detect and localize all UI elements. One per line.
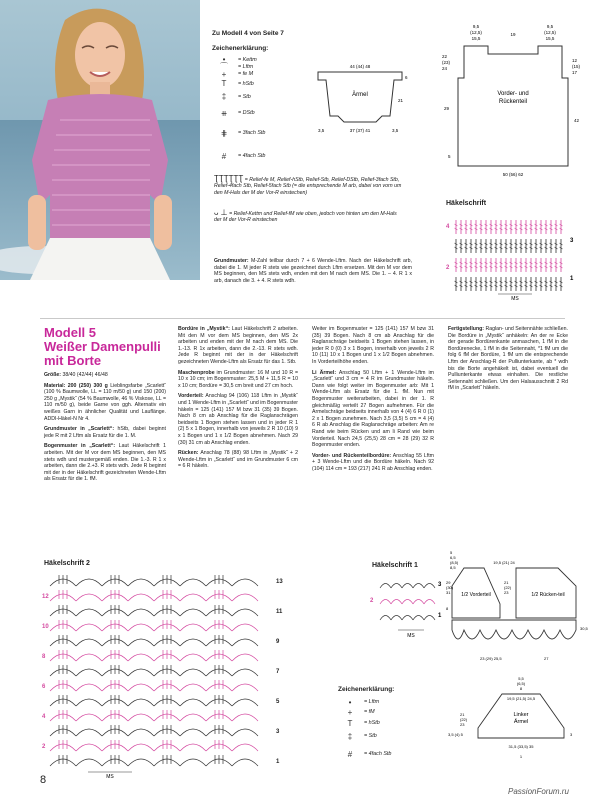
- paragraph: Weiter im Bogenmuster = 125 (141) 157 M bzw 31 (35) 39 Bogen. Nach 8 cm ab Anschlag für die Raglanschräge beidseits 1 Bogen stehen lassen, in jeder R 0 (0) 3 x 1 Bogen, innerhalb von jeweils 2 R 10 (11) 10 x 1 Bogen und 1 x 1/2 Bogen abnehmen. In Vorderteilhöhe enden.: [312, 326, 434, 365]
- legend-row: • = Kettm: [214, 56, 265, 63]
- chain-arc: [232, 579, 258, 586]
- page-number: 8: [40, 774, 47, 786]
- body-dim: 22: [442, 54, 448, 59]
- paragraph: Li Ärmel: Anschlag 50 Lftm + 1 Wende-Lftm im „Scarlett“ und 3 cm = 4 R im Grundmuster häkeln. Dann wie folgt weiter im Bogenmuster arb: Mit 1 Wende-Lftm als Ersatz für die 1. fM. Nun mit Bogenmuster weiterarbeiten, dabei in der 1. R gleichmäßig verteilt 27 Bogen aufnehmen. Für die Armelschräge beidseits innerhalb von 4 (4) 6 R 0 (1) 2 x 1 Bogen zunehmen. Nach 3,5 (3,5) 5 cm = 4 (4) 6 R ab Anschlag die Raglanschräge arbeiten: Am re Rand wie beim Rücken und am li Rand wie beim Vorderteil. Nach 24,5 (25,5) 28 cm = 28 (29) 32 R Bogenmuster enden.: [312, 369, 434, 449]
- paragraph: Größe: 38/40 (42/44) 46/48: [44, 372, 108, 378]
- legend-list: [214, 56, 265, 168]
- quad-treble-icon: #: [347, 749, 353, 759]
- caption: Zu Modell 4 von Seite 7: [212, 30, 284, 37]
- model-title: Modell 5: [44, 325, 97, 340]
- dim: 3: [570, 732, 573, 737]
- legend-row: + = fM: [340, 707, 391, 717]
- relief-note: ƮƮƮƮƮƮ = Relief-fe M, Relief-hStb, Relief-Stb, Relief-DStb, Relief-3fach Stb, Relief-4fach Stb, Relief-5fach Stb (= die entsprechende M arb, dabei von vorn um den M-Hals der M der Vor-R einstechen): [214, 174, 402, 196]
- dim: 30,5: [580, 626, 588, 631]
- paragraph: Bordüre in „Mystik“: Laut Häkelschrift 2 arbeiten. Mit den M vor dem MS beginnen, den MS 2x arbeiten und enden mit der M nach dem MS. Die 1.-13. R 1x arbeiten, dann die 2.-13. R stets wdh. Jede R beginnt mit der in der Häkelschrift gezeichneten Wende-Lftm als Ersatz für das 1. Stb.: [178, 326, 298, 365]
- dim: 31,5 (33,5) 35: [508, 744, 534, 749]
- legend2-list: [340, 697, 391, 765]
- hs2-title: Häkelschrift 2: [44, 560, 90, 567]
- text-column-4: [448, 326, 568, 396]
- chain-arc: [232, 609, 258, 616]
- chain-arc: [76, 759, 102, 766]
- legend-row: ⋕ = 3fach Stb: [214, 122, 265, 144]
- paragraph: Material: 200 (250) 300 g Lieblingsfarbe „Scarlett“ (100 % Baumwolle, LL = 110 m/50 g) und 150 (200) 250 g „Mystik“ (54 % Baumwolle, 46 % Viskose, LL = 110 m/50 g), beide Garne von ggh. Alternativ ein weißes Garn in ähnlicher Qualität und Lauflänge. ADDI-Häkel-N Nr 4.: [44, 382, 167, 422]
- dim: (22): [504, 585, 512, 590]
- row-number: 3: [276, 729, 280, 735]
- paragraph: Maschenprobe im Grundmuster: 16 M und 10 R = 10 x 10 cm; im Bogenmuster: 25,5 M + 11,5 R = 10 x 10 cm; Bordüre = 30,5 cm breit und 27 cm hoch.: [178, 369, 298, 389]
- sleeve-dim-right: 3,5: [392, 128, 399, 133]
- row-number: 11: [276, 609, 283, 615]
- body-dim: 5: [448, 154, 451, 159]
- row-number: 6: [42, 684, 46, 690]
- dim: 31: [446, 590, 451, 595]
- row-number: 1: [438, 613, 442, 619]
- text-column-3: [312, 326, 434, 476]
- paragraph: Bogenmuster in „Scarlett“: Laut Häkelschrift 1 arbeiten. Mit der M vor dem MS beginnen, den MS stets wdh und mustergemäß enden. Die 1.-3. R 1 x arbeiten, dann die 2.+3. R stets wdh. Jede R beginnt mit der in der Häkelschrift gezeichneten Wende-Lftm als Ersatz für die 1. fM.: [44, 443, 167, 483]
- dim: 21: [504, 580, 509, 585]
- chain-arc: [76, 639, 102, 646]
- body-dim: (15): [572, 64, 581, 69]
- chain-arc: [76, 714, 102, 721]
- chain-arc: [180, 609, 206, 616]
- body-dim: 24: [442, 66, 448, 71]
- chain-icon: •: [348, 697, 352, 707]
- dim: 8: [519, 686, 523, 691]
- chain-arc: [128, 699, 154, 706]
- body-label: Vorder- und: [497, 91, 529, 97]
- row-number: 4: [446, 224, 450, 230]
- hs1-chart: [368, 572, 448, 642]
- chain-arc: [128, 654, 154, 661]
- divider: [40, 318, 565, 319]
- dim: 19,5 (21) 24: [493, 560, 515, 565]
- chain-arc: [402, 616, 413, 621]
- dim: 3,5 (4) 5: [448, 732, 463, 737]
- sleeve-diagram-bottom: [446, 676, 596, 780]
- legend-row: # = 4fach Stb: [214, 144, 265, 168]
- sleeve-label-bottom: Ärmel: [513, 719, 529, 725]
- paragraph: Fertigstellung: Raglan- und Seitennähte schließen. Die Bordüre in „Mystik“ anhäkeln: An der re Ecke der gerade Bordürenkante anmaschen, 1 fM in die Bordürenecke, 1 fM in die Seitennaht, *1 fM um die folg 6 fM der Bordüre, 1 fM um die entsprechende Lftm der Anschlag-R der Pulliunterkante, ab * wdh bis die Borte angehäkelt ist, dabei eventuell die Pulliunterkante etwas einhalten. Die restliche Seitennaht schließen. Um den Halsausschnitt 2 Rd fM in „Scarlett“ häkeln.: [448, 326, 568, 392]
- body-dim: 42: [574, 118, 580, 123]
- relief-back-icon: ᴗ ⊥: [214, 208, 228, 217]
- sleeve-dim-top: 44 (44) 48: [349, 64, 371, 69]
- chain-arc: [76, 684, 102, 691]
- chain-arc: [128, 669, 154, 676]
- row-number: 5: [276, 699, 280, 705]
- chain-arc: [232, 759, 258, 766]
- hs1-title: Häkelschrift 1: [372, 562, 418, 569]
- chain-arc: [232, 594, 258, 601]
- chain-icon: ⌒: [220, 62, 228, 71]
- grundmuster-block: Grundmuster: M-Zahl teilbar durch 7 + 6 Wende-Lftm. Nach der Häkelschrift arb, dabei die 1. M jeder R stets wie gezeichnet durch Lftm ersetzen. Mit den M vor dem MS beginnen, den MS stets wdh, enden mit den M nach dem MS. Die 1. – 4. R 1 x arb, danach die 3. + 4. R stets wdh.: [214, 258, 412, 284]
- chain-arc: [380, 584, 391, 589]
- dim: 23: [504, 590, 509, 595]
- chain-arc: [128, 759, 154, 766]
- body-diagram-top: [438, 18, 588, 178]
- row-number: 12: [42, 594, 49, 600]
- chain-arc: [76, 654, 102, 661]
- legend-row: ‡ = Stb: [340, 729, 391, 743]
- row-number: 3: [438, 582, 442, 588]
- chain-arc: [380, 600, 391, 605]
- chain-arc: [424, 600, 435, 605]
- sleeve-diagram-top: [310, 60, 410, 140]
- chain-arc: [180, 654, 206, 661]
- body-label: Rückenteil: [498, 99, 528, 105]
- chain-arc: [232, 654, 258, 661]
- legend-row: + = fe M: [214, 70, 265, 78]
- body-dim: (23): [442, 60, 451, 65]
- row-number: 9: [276, 639, 280, 645]
- chain-arc: [76, 669, 102, 676]
- body-dim: (12,5): [470, 30, 482, 35]
- chain-arc: [128, 714, 154, 721]
- chain-arc: [76, 624, 102, 631]
- body-dim: 9,5: [472, 24, 480, 29]
- sleeve-label: Ärmel: [352, 92, 368, 98]
- triple-treble-icon: ⋕: [220, 128, 228, 138]
- chain-stitch-icon: •: [222, 55, 226, 64]
- body-dim: (12,5): [544, 30, 556, 35]
- dim: (8,5): [450, 560, 459, 565]
- ms-label: MS: [511, 296, 519, 302]
- dim: 8,5: [450, 565, 456, 570]
- text-column-2: [178, 326, 298, 474]
- chain-arc: [180, 624, 206, 631]
- chain-arc: [128, 579, 154, 586]
- model-subtitle-1: Weißer Damenpulli: [44, 339, 161, 354]
- sleeve-dim-left: 3,5: [318, 128, 325, 133]
- dim: 23: [460, 722, 465, 727]
- dim: (30): [446, 585, 454, 590]
- chain-arc: [413, 600, 424, 605]
- body-dim: 15,5: [545, 36, 555, 41]
- paragraph: Rücken: Anschlag 78 (88) 98 Lftm in „Mystik“ + 2 Wende-Lftm in „Scarlett“ und im Grundmuster 6 cm = 6 R häkeln.: [178, 450, 298, 470]
- dim: (6,5): [516, 681, 526, 686]
- chain-arc: [180, 579, 206, 586]
- sleeve-label-bottom: Linker: [513, 712, 529, 718]
- double-icon: ‡: [221, 92, 227, 101]
- row-number: 13: [276, 579, 283, 585]
- chain-arc: [391, 584, 402, 589]
- chain-arc: [180, 744, 206, 751]
- chain-arc: [76, 609, 102, 616]
- dim: 1: [519, 754, 523, 759]
- chain-arc: [232, 624, 258, 631]
- chain-arc: [180, 639, 206, 646]
- chain-arc: [232, 684, 258, 691]
- chain-arc: [128, 684, 154, 691]
- relief-kettm-note: ᴗ ⊥ = Relief-Kettm und Relief-fM wie oben, jedoch von hinten um den M-Hals der M der Vor-R einstechen: [214, 208, 397, 224]
- relief-stitches-icon: ƮƮƮƮƮƮ: [214, 174, 244, 183]
- sleeve-dim-bottom: 37 (37) 41: [349, 128, 371, 133]
- row-number: 1: [570, 276, 574, 282]
- chain-arc: [391, 616, 402, 621]
- haekel-title-top: Häkelschrift: [446, 200, 487, 207]
- sleeve-dim-cuff: 6: [405, 75, 408, 80]
- model-subtitle-2: mit Borte: [44, 353, 102, 368]
- half-double-icon: T: [347, 718, 353, 728]
- row-number: 7: [276, 669, 280, 675]
- half-double-icon: T: [221, 79, 227, 88]
- chain-arc: [128, 609, 154, 616]
- legend-title: Zeichenerklärung:: [212, 45, 269, 52]
- dim: 29: [446, 580, 451, 585]
- body-dim: 9,5: [546, 24, 554, 29]
- dim: 5: [450, 550, 453, 555]
- row-number: 2: [370, 598, 374, 604]
- chain-arc: [76, 594, 102, 601]
- back-label: 1/2 Rücken-teil: [531, 592, 565, 598]
- legend-row: ⧺ = DStb: [214, 104, 265, 122]
- dim: 27: [544, 656, 549, 661]
- chain-arc: [232, 639, 258, 646]
- text-column-1: [44, 372, 166, 487]
- model-photo: [0, 0, 200, 280]
- row-number: 4: [42, 714, 46, 720]
- chain-arc: [391, 600, 402, 605]
- row-number: 8: [42, 654, 46, 660]
- chain-arc: [232, 714, 258, 721]
- row-number: 10: [42, 624, 49, 630]
- legend-row: ⌒ = Lftm: [214, 63, 265, 70]
- ms-label: MS: [106, 774, 114, 780]
- legend-row: • = Lftm: [340, 697, 391, 707]
- body-dim: 19: [510, 32, 516, 37]
- paragraph: Grundmuster in „Scarlett“: hStb, dabei beginnt jede R mit 2 Lftm als Ersatz für die 1. M.: [44, 426, 167, 439]
- legend-row: ‡ = Stb: [214, 89, 265, 104]
- chain-arc: [380, 616, 391, 621]
- front-back-diagram: [444, 548, 594, 666]
- chain-arc: [180, 699, 206, 706]
- chain-arc: [180, 669, 206, 676]
- body-dim: 29: [444, 106, 450, 111]
- chain-arc: [232, 744, 258, 751]
- legend-row: # = 4fach Stb: [340, 743, 391, 765]
- chain-arc: [76, 699, 102, 706]
- row-number: 1: [276, 759, 280, 765]
- row-number: 3: [570, 238, 574, 244]
- paragraph: Vorderteil: Anschlag 94 (106) 118 Lftm in „Mystik“ und 1 Wende-Lftm in „Scarlett“ und im Bogenmuster häkeln = 125 (141) 157 M bzw 31 (35) 39 Bogen. Nach 8 cm ab Anschlag für die Raglanschrägen beidseits 1 Bogen stehen lassen und in jeder R 1 (2) 5 x 1 Bogen, innerhalb von jeweils 2 R 10 (10) 9 x 1 Bogen und 1 x 1/2 Bogen abnehmen. Nach 29 (30) 31 cm ab Anschlag enden.: [178, 393, 298, 446]
- chain-arc: [413, 584, 424, 589]
- chain-arc: [232, 669, 258, 676]
- chain-arc: [402, 600, 413, 605]
- chain-arc: [76, 579, 102, 586]
- dim: 21: [460, 712, 465, 717]
- chain-arc: [76, 744, 102, 751]
- row-number: 2: [446, 265, 450, 271]
- dim: 19,5 (21,5) 24,5: [506, 696, 536, 701]
- model-heading: [44, 326, 164, 368]
- chain-arc: [180, 729, 206, 736]
- legend2-title: Zeichenerklärung:: [338, 686, 395, 693]
- chain-arc: [232, 729, 258, 736]
- dim: (22): [460, 717, 468, 722]
- chain-arc: [128, 729, 154, 736]
- single-crochet-icon: +: [221, 69, 227, 79]
- legend-row: T = hStb: [214, 78, 265, 89]
- body-dim: 17: [572, 70, 578, 75]
- quad-treble-icon: #: [221, 151, 227, 161]
- body-dim: 12: [572, 58, 578, 63]
- sleeve-dim-length: 21: [398, 98, 404, 103]
- double-icon: ‡: [347, 731, 353, 741]
- chain-arc: [413, 616, 424, 621]
- chain-arc: [128, 624, 154, 631]
- chain-arc: [180, 759, 206, 766]
- dim: 23 (29) 25,5: [480, 656, 502, 661]
- chain-arc: [180, 594, 206, 601]
- chain-arc: [424, 616, 435, 621]
- chain-arc: [128, 744, 154, 751]
- chain-arc: [128, 639, 154, 646]
- dim: 8: [446, 606, 449, 611]
- body-dim: 50 (56) 62: [502, 172, 524, 177]
- chain-arc: [232, 699, 258, 706]
- chain-arc: [180, 684, 206, 691]
- haekel-chart-top: [440, 212, 590, 302]
- chain-arc: [76, 729, 102, 736]
- body-dim: 15,5: [471, 36, 481, 41]
- front-label: 1/2 Vorderteil: [461, 592, 491, 598]
- hs2-chart: [40, 570, 302, 782]
- legend-row: T = hStb: [340, 717, 391, 729]
- chain-arc: [424, 584, 435, 589]
- row-number: 2: [42, 744, 46, 750]
- watermark: PassionForum.ru: [508, 787, 569, 796]
- paragraph: Vorder- und Rückenteilbordüre: Anschlag 55 Lftm + 3 Wende-Lftm und die Bordüre häkeln. Nach 92 (104) 114 cm = 193 (217) 241 R ab Anschlag enden.: [312, 452, 434, 472]
- dim: 6,5: [450, 555, 456, 560]
- chain-arc: [402, 584, 413, 589]
- ms-label: MS: [407, 633, 415, 639]
- dim: 5,5: [518, 676, 524, 681]
- single-crochet-icon: +: [347, 707, 353, 717]
- chain-arc: [180, 714, 206, 721]
- chain-arc: [128, 594, 154, 601]
- treble-icon: ⧺: [220, 108, 228, 118]
